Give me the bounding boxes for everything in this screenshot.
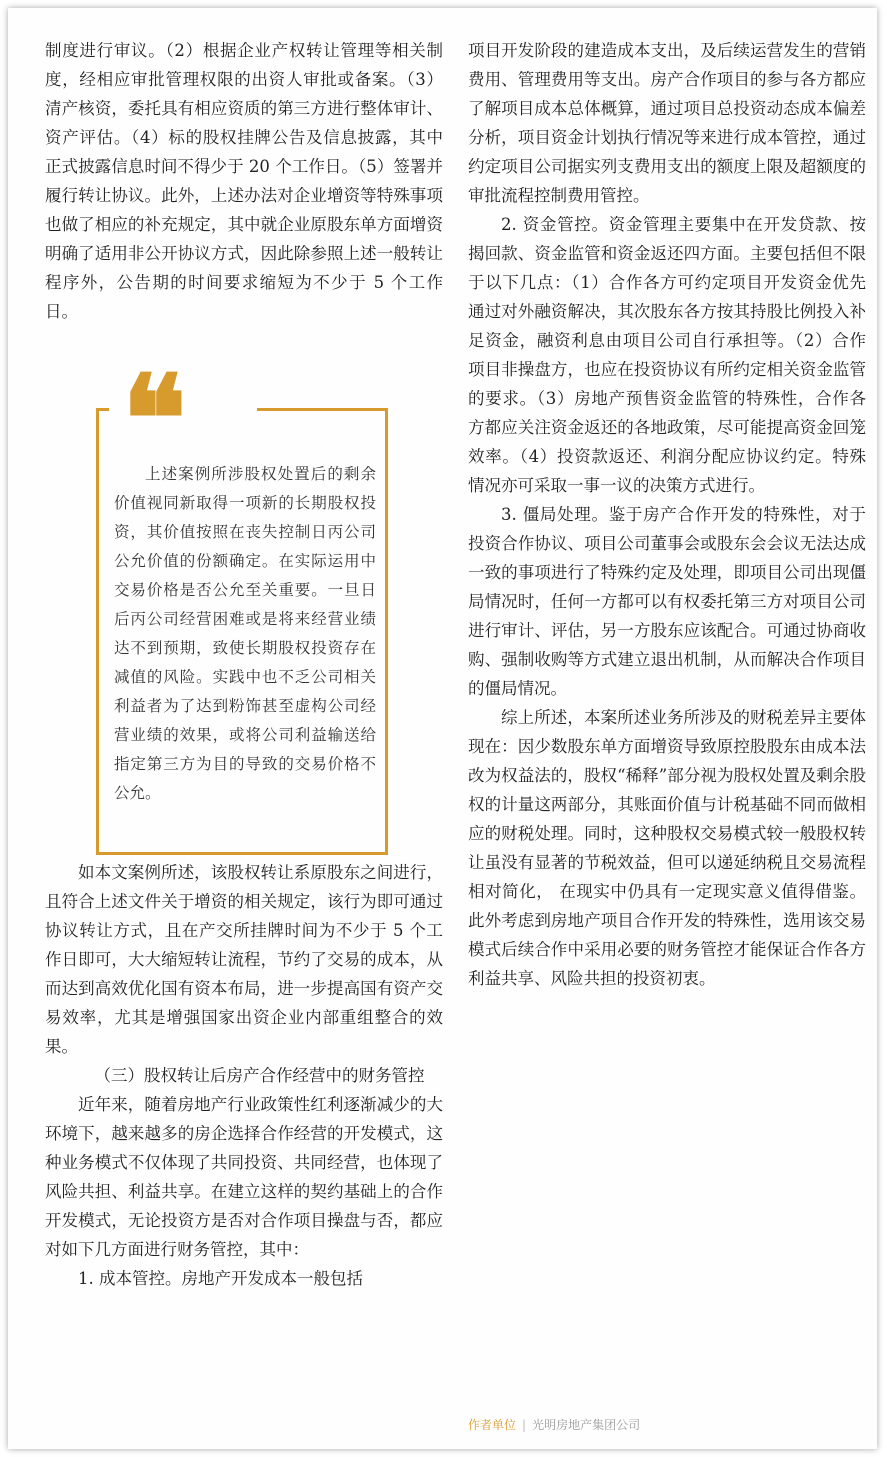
author-footer bbox=[468, 1416, 640, 1433]
document-page bbox=[8, 8, 877, 1449]
pull-quote-text: 上述案例所涉股权处置后的剩余价值视同新取得一项新的长期股权投资，其价值按照在丧失控制日丙公司公允价值的份额确定。在实际运用中交易价格是否公允至关重要。一旦日后丙公司经营困难或是将来经营业绩达不到预期，致使长期股权投资存在减值的风险。实践中也不乏公司相关利益者为了达到粉饰甚至虚构公司经营业绩的效果，或将公司利益输送给指定第三方为目的导致的交易价格不公允。 bbox=[114, 465, 376, 802]
footer-organization: 光明房地产集团公司 bbox=[532, 1418, 641, 1432]
right-paragraph-3: 3. 僵局处理。鉴于房产合作开发的特殊性，对于投资合作协议、项目公司董事会或股东会会议无法达成一致的事项进行了特殊约定及处理，即项目公司出现僵局情况时，任何一方都可以有权委托第三方对项目公司进行审计、评估，另一方股东应该配合。可通过协商收购、强制收购等方式建立退出机制，从而解决合作项目的僵局情况。 bbox=[468, 505, 866, 698]
section-heading: （三）股权转让后房产合作经营中的财务管控 bbox=[94, 1066, 425, 1085]
left-paragraph-2: 如本文案例所述，该股权转让系原股东之间进行，且符合上述文件关于增资的相关规定，该行为即可通过协议转让方式，且在产交所挂牌时间为不少于 5 个工作日即可，大大缩短转让流程，节约了交易的成本，从而达到高效优化国有资本布局，进一步提高国有资产交易效率，尤其是增强国家出资企业内部重组整合的效果。 bbox=[45, 863, 443, 1056]
footer-label: 作者单位 bbox=[468, 1418, 517, 1432]
left-paragraph-4: 1. 成本管控。房地产开发成本一般包括 bbox=[78, 1269, 363, 1288]
right-paragraph-1: 项目开发阶段的建造成本支出，及后续运营发生的营销费用、管理费用等支出。房产合作项目的参与各方都应了解项目成本总体概算，通过项目总投资动态成本偏差分析，项目资金计划执行情况等来进行成本管控，通过约定项目公司据实列支费用支出的额度上限及超额度的审批流程控制费用管控。 bbox=[468, 41, 866, 205]
footer-separator: | bbox=[522, 1418, 527, 1432]
quote-mark-icon: ❝ bbox=[122, 349, 181, 490]
right-column bbox=[468, 36, 866, 993]
left-paragraph-1: 制度进行审议。（2）根据企业产权转让管理等相关制度，经相应审批管理权限的出资人审批或备案。（3）清产核资，委托具有相应资质的第三方进行整体审计、资产评估。（4）标的股权挂牌公告及信息披露，其中正式披露信息时间不得少于 20 个工作日。（5）签署并履行转让协议。此外，上述办法对企业增资等特殊事项也做了相应的补充规定，其中就企业原股东单方面增资明确了适用非公开协议方式，因此除参照上述一般转让程序外，公告期的时间要求缩短为不少于 5 个工作日。 bbox=[45, 41, 443, 321]
right-paragraph-4: 综上所述，本案所述业务所涉及的财税差异主要体现在：因少数股东单方面增资导致原控股股东由成本法改为权益法的，股权“稀释”部分视为股权处置及剩余股权的计量这两部分，其账面价值与计税基础不同而做相应的财税处理。同时，这种股权交易模式较一般股权转让虽没有显著的节税效益，但可以递延纳税且交易流程相对简化， 在现实中仍具有一定现实意义值得借鉴。此外考虑到房地产项目合作开发的特殊性，选用该交易模式后续合作中采用必要的财务管控才能保证合作各方利益共享、风险共担的投资初衷。 bbox=[468, 708, 866, 988]
right-paragraph-2: 2. 资金管控。资金管理主要集中在开发贷款、按揭回款、资金监管和资金返还四方面。主要包括但不限于以下几点：（1）合作各方可约定项目开发资金优先通过对外融资解决，其次股东各方按其持股比例投入补足资金，融资利息由项目公司自行承担等。（2）合作项目非操盘方，也应在投资协议有所约定相关资金监管的要求。（3）房地产预售资金监管的特殊性，合作各方都应关注资金返还的各地政策，尽可能提高资金回笼效率。（4）投资款返还、利润分配应协议约定。特殊情况亦可采取一事一议的决策方式进行。 bbox=[468, 215, 866, 495]
left-paragraph-3: 近年来，随着房地产行业政策性红利逐渐减少的大环境下，越来越多的房企选择合作经营的开发模式，这种业务模式不仅体现了共同投资、共同经营，也体现了风险共担、利益共享。在建立这样的契约基础上的合作开发模式，无论投资方是否对合作项目操盘与否，都应对如下几方面进行财务管控，其中： bbox=[45, 1095, 443, 1259]
